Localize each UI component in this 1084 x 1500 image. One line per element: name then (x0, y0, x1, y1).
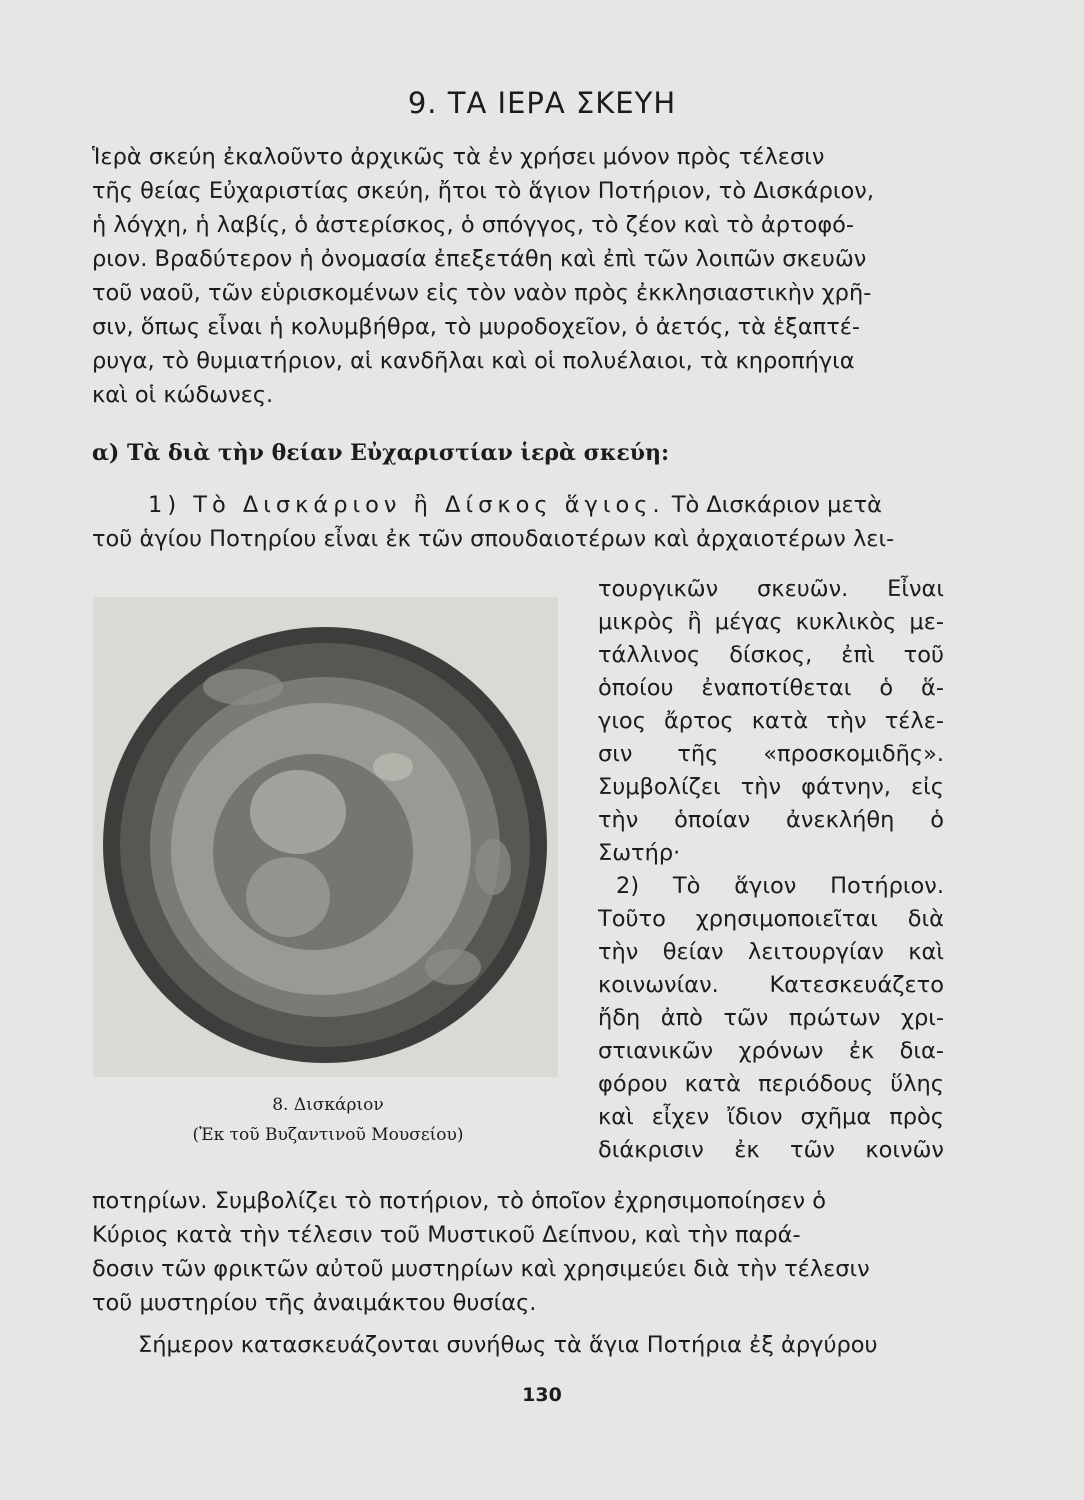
item1-second-line: τοῦ ἁγίου Ποτηρίου εἶναι ἐκ τῶν σπουδαιοτέρων καὶ ἀρχαιοτέρων λει- (92, 526, 895, 552)
final-line: Σήμερον κατασκευάζονται συνήθως τὰ ἅγια Ποτήρια ἐξ ἀργύρου (138, 1332, 878, 1358)
column-line: ὁποίου ἐναποτίθεται ὁ ἅ- (598, 675, 944, 701)
item2-heading: 2) Τὸ ἅγιον Ποτήριον. (616, 873, 944, 899)
final-paragraph (92, 1328, 944, 1362)
intro-line: Ἱερὰ σκεύη ἐκαλοῦντο ἀρχικῶς τὰ ἐν χρήσει μόνον πρὸς τέλεσιν (92, 144, 825, 170)
right-text-column (598, 573, 944, 1167)
column-line: Σωτήρ· (598, 840, 681, 866)
intro-line: ρυγα, τὸ θυμιατήριον, αἱ κανδῆλαι καὶ οἱ πολυέλαιοι, τὰ κηροπήγια (92, 348, 855, 374)
intro-line: ἡ λόγχη, ἡ λαβίς, ὁ ἀστερίσκος, ὁ σπόγγος, τὸ ζέον καὶ τὸ ἀρτοφό- (92, 212, 855, 238)
column-line: γιος ἄρτος κατὰ τὴν τέλε- (598, 708, 944, 734)
column-line: στιανικῶν χρόνων ἐκ δια- (598, 1038, 944, 1064)
item1-paragraph (92, 488, 944, 556)
section-subheading: α) Τὰ διὰ τὴν θείαν Εὐχαριστίαν ἱερὰ σκεύη: (92, 440, 670, 466)
column-line: Τοῦτο χρησιμοποιεῖται διὰ (598, 906, 944, 932)
column-line: ἤδη ἀπὸ τῶν πρώτων χρι- (598, 1005, 944, 1031)
item1-label: 1) Τὸ Δισκάριον ἢ Δίσκος ἅγιος. (148, 492, 665, 518)
intro-paragraph (92, 140, 944, 412)
column-line: καὶ εἶχεν ἴδιον σχῆμα πρὸς (598, 1104, 944, 1130)
intro-line: καὶ οἱ κώδωνες. (92, 382, 274, 408)
caption-title: 8. Δισκάριον (272, 1095, 384, 1115)
column-line: τουργικῶν σκευῶν. Εἶναι (598, 576, 944, 602)
closing-line: Κύριος κατὰ τὴν τέλεσιν τοῦ Μυστικοῦ Δείπνου, καὶ τὴν παρά- (92, 1222, 801, 1248)
column-line: τὴν ὁποίαν ἀνεκλήθη ὁ (598, 807, 944, 833)
column-line: κοινωνίαν. Κατεσκευάζετο (598, 972, 944, 998)
closing-line: δοσιν τῶν φρικτῶν αὐτοῦ μυστηρίων καὶ χρησιμεύει διὰ τὴν τέλεσιν (92, 1256, 870, 1282)
closing-paragraph (92, 1184, 944, 1320)
closing-line: ποτηρίων. Συμβολίζει τὸ ποτήριον, τὸ ὁποῖον ἐχρησιμοποίησεν ὁ (92, 1188, 827, 1214)
diskarion-illustration (93, 597, 558, 1077)
intro-line: ριον. Βραδύτερον ἡ ὀνομασία ἐπεξετάθη καὶ ἐπὶ τῶν λοιπῶν σκευῶν (92, 246, 867, 272)
photo-caption (98, 1090, 558, 1150)
item1-text: Τὸ Δισκάριον μετὰ (671, 492, 883, 518)
item1-first-line (92, 488, 944, 522)
column-line: διάκρισιν ἐκ τῶν κοινῶν (598, 1137, 944, 1163)
intro-line: σιν, ὅπως εἶναι ἡ κολυμβήθρα, τὸ μυροδοχεῖον, ὁ ἀετός, τὰ ἑξαπτέ- (92, 314, 861, 340)
intro-line: τοῦ ναοῦ, τῶν εὑρισκομένων εἰς τὸν ναὸν πρὸς ἐκκλησιαστικὴν χρῆ- (92, 280, 872, 306)
page-number: 130 (522, 1384, 562, 1406)
column-line: τάλλινος δίσκος, ἐπὶ τοῦ (598, 642, 944, 668)
column-line: Συμβολίζει τὴν φάτνην, εἰς (598, 774, 944, 800)
caption-source: (Ἐκ τοῦ Βυζαντινοῦ Μουσείου) (192, 1125, 464, 1145)
column-line: τὴν θείαν λειτουργίαν καὶ (598, 939, 944, 965)
column-line: μικρὸς ἢ μέγας κυκλικὸς με- (598, 609, 944, 635)
closing-line: τοῦ μυστηρίου τῆς ἀναιμάκτου θυσίας. (92, 1290, 537, 1316)
chapter-title: 9. ΤΑ ΙΕΡΑ ΣΚΕΥΗ (407, 86, 677, 120)
intro-line: τῆς θείας Εὐχαριστίας σκεύη, ἤτοι τὸ ἅγιον Ποτήριον, τὸ Δισκάριον, (92, 178, 875, 204)
column-line: σιν τῆς «προσκομιδῆς». (598, 741, 944, 767)
diskarion-photo (93, 597, 558, 1077)
column-line: φόρου κατὰ περιόδους ὕλης (598, 1071, 944, 1097)
